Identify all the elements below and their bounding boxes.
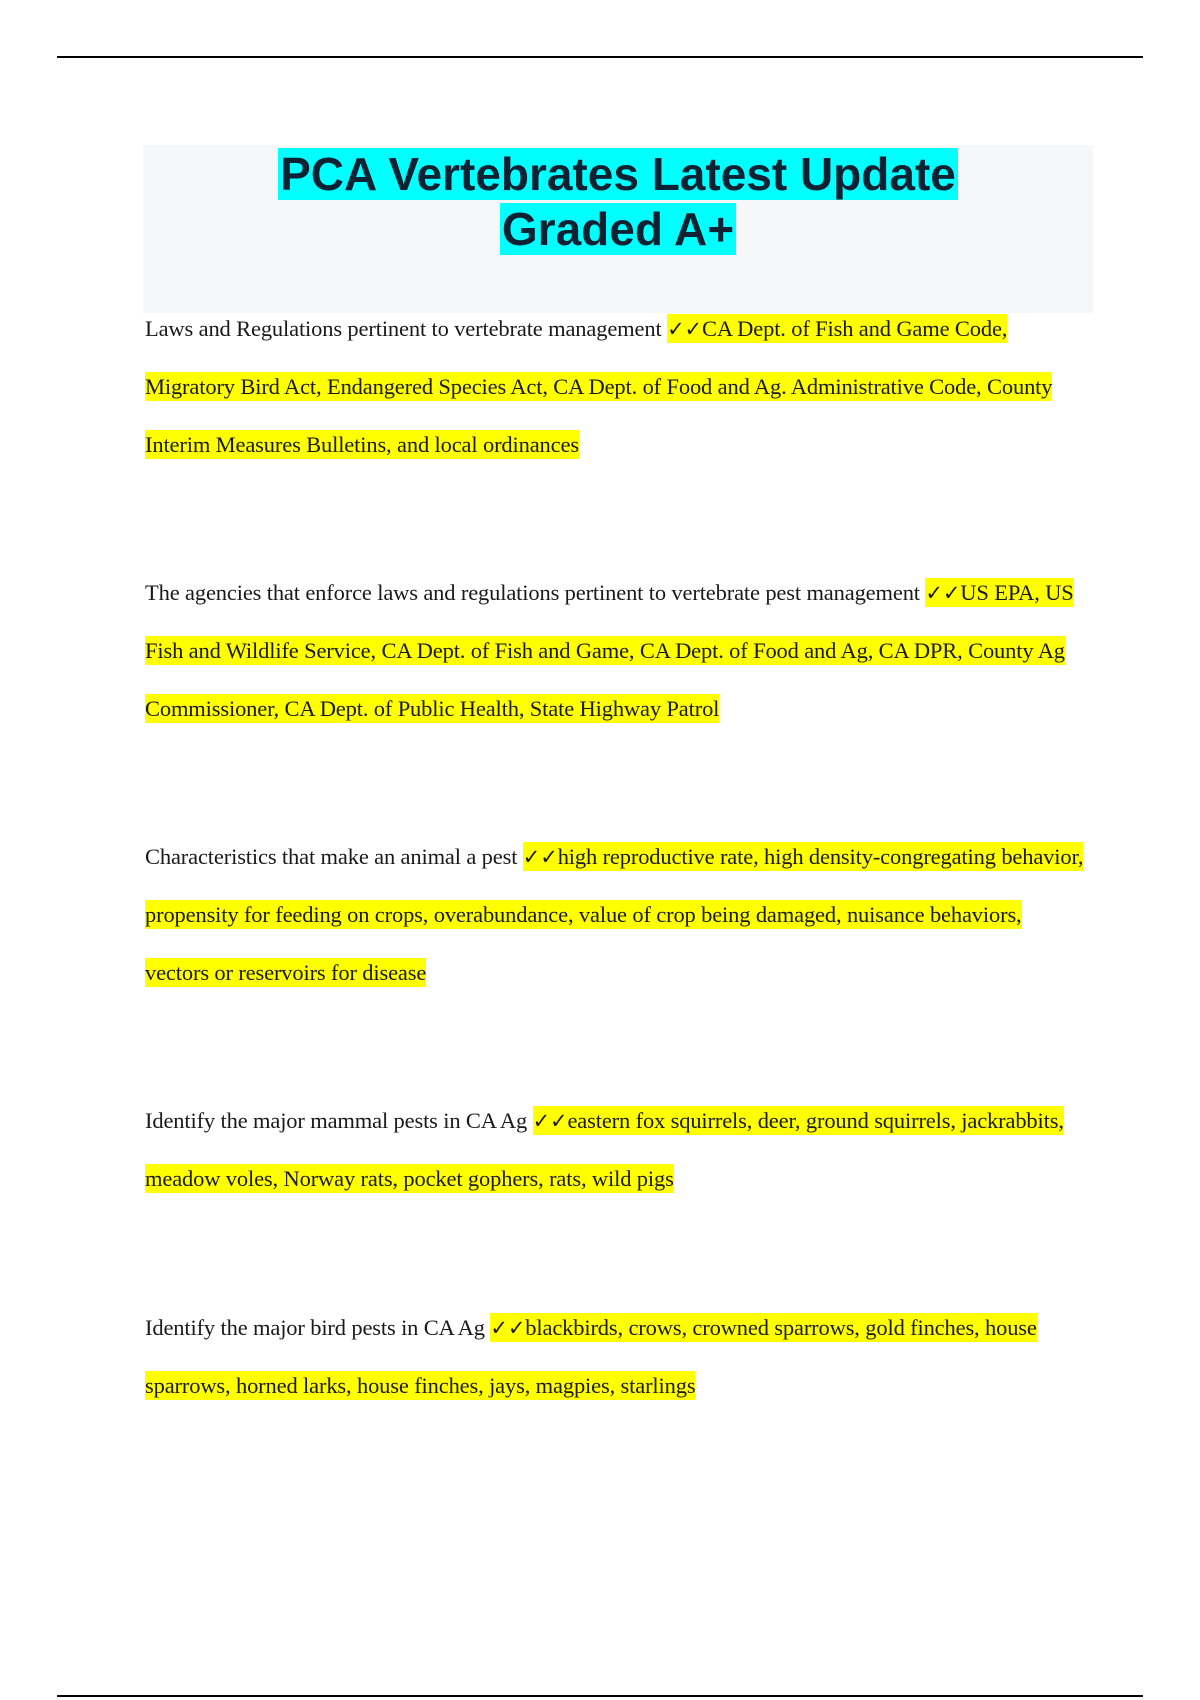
answer-text: US EPA, US Fish and Wildlife Service, CA Dept. of Fish and Game, CA Dept. of Food and Ag, CA DPR, County Ag Commissioner, CA Dept. of Public Health, State Highway Patrol <box>145 580 1074 721</box>
header-rule <box>57 56 1143 58</box>
qa-item-1 <box>145 300 1085 474</box>
title-line-1: PCA Vertebrates Latest Update <box>280 148 956 200</box>
answer-text: eastern fox squirrels, deer, ground squirrels, jackrabbits, meadow voles, Norway rats, pocket gophers, rats, wild pigs <box>145 1108 1064 1191</box>
question-text: The agencies that enforce laws and regulations pertinent to vertebrate pest management <box>145 580 920 605</box>
document-title <box>143 145 1093 257</box>
double-check-icon: ✓✓ <box>667 317 702 341</box>
double-check-icon: ✓✓ <box>532 1109 568 1133</box>
double-check-icon: ✓✓ <box>925 581 961 605</box>
qa-item-5 <box>145 1299 1085 1415</box>
answer-text: blackbirds, crows, crowned sparrows, gold finches, house sparrows, horned larks, house finches, jays, magpies, starlings <box>145 1315 1037 1398</box>
title-banner <box>143 145 1093 313</box>
question-text: Identify the major mammal pests in CA Ag <box>145 1108 528 1133</box>
double-check-icon: ✓✓ <box>490 1316 526 1340</box>
answer-text: high reproductive rate, high density-congregating behavior, propensity for feeding on crops, overabundance, value of crop being damaged, nuisance behaviors, vectors or reservoirs for disease <box>145 844 1084 985</box>
qa-item-3 <box>145 828 1085 1002</box>
qa-item-2 <box>145 564 1085 738</box>
question-text: Identify the major bird pests in CA Ag <box>145 1315 485 1340</box>
answer-text: CA Dept. of Fish and Game Code, Migratory Bird Act, Endangered Species Act, CA Dept. of Food and Ag. Administrative Code, County Interim Measures Bulletins, and local ordinances <box>145 316 1053 457</box>
question-text: Laws and Regulations pertinent to vertebrate management <box>145 316 662 341</box>
qa-item-4 <box>145 1092 1085 1208</box>
title-line-2: Graded A+ <box>501 203 735 255</box>
footer-rule <box>57 1695 1143 1697</box>
double-check-icon: ✓✓ <box>522 845 558 869</box>
question-text: Characteristics that make an animal a pest <box>145 844 518 869</box>
